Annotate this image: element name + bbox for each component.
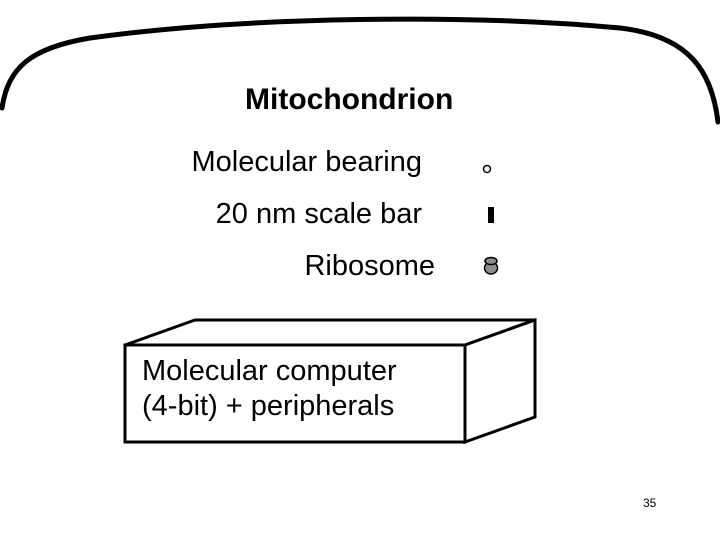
box-label xyxy=(142,354,397,424)
legend-label-ribosome: Ribosome xyxy=(304,250,435,282)
molecular-bearing-icon xyxy=(484,166,491,173)
ribosome-icon xyxy=(485,258,498,275)
slide-title: Mitochondrion xyxy=(245,83,454,116)
scale-bar-icon xyxy=(488,207,494,223)
box-label-line-1: Molecular computer xyxy=(142,355,397,387)
legend-label-molecular-bearing: Molecular bearing xyxy=(191,146,422,178)
box-label-line-2: (4-bit) + peripherals xyxy=(142,389,395,422)
legend-label-scale-bar: 20 nm scale bar xyxy=(215,198,422,230)
slide-number: 35 xyxy=(643,496,657,510)
